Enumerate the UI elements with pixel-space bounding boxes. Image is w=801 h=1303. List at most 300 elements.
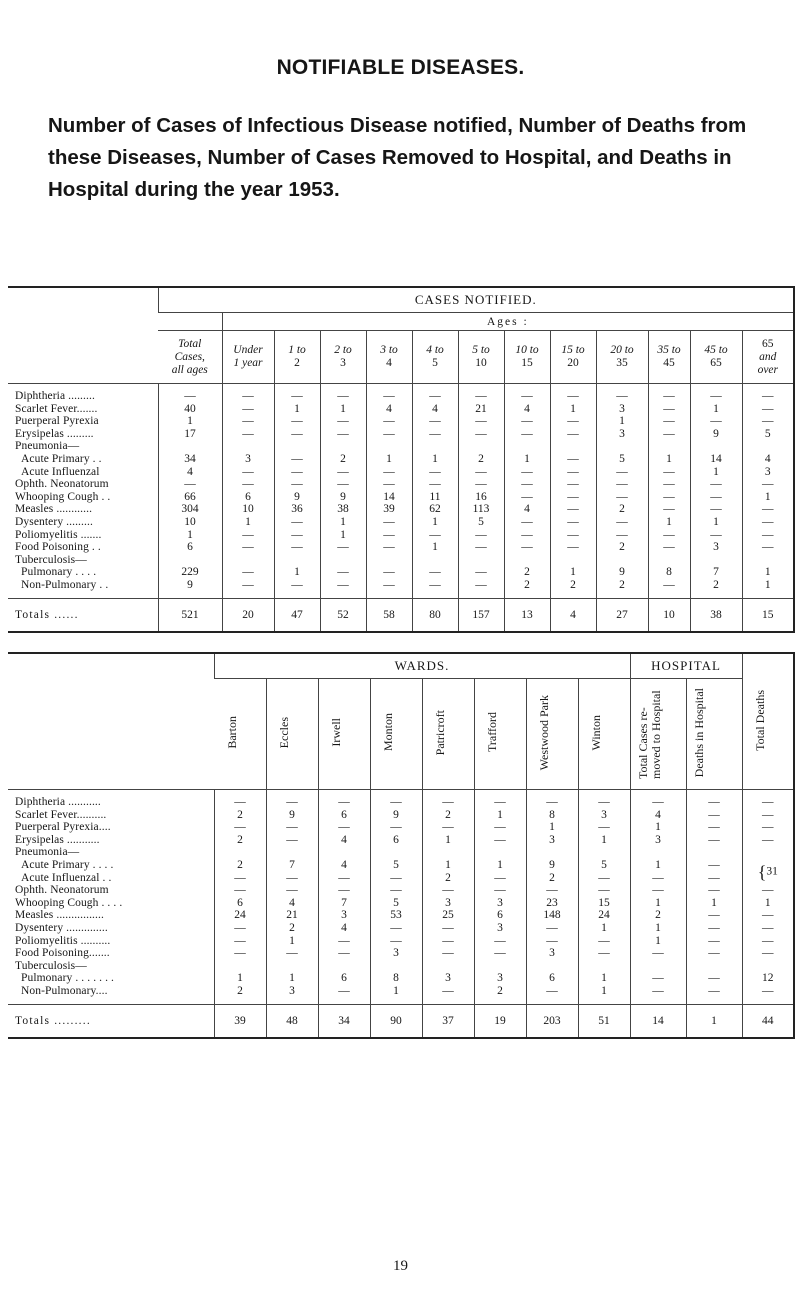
table1-cell: — — [274, 466, 320, 479]
table2-cell: — — [214, 872, 266, 885]
table2-cell — [578, 960, 630, 973]
table1-column-header-line: 1 to — [288, 344, 306, 356]
table1-cell: — — [550, 491, 596, 504]
table2-cell: 3 — [370, 947, 422, 960]
table2-cell: 2 — [214, 809, 266, 822]
table2-cell: — — [422, 821, 474, 834]
table1-group-title: CASES NOTIFIED. — [158, 287, 794, 313]
table1-cell: — — [274, 579, 320, 592]
table1-cell: — — [690, 503, 742, 516]
table1-cell — [320, 440, 366, 453]
table1-cell — [274, 440, 320, 453]
table1-column-header-line: 3 — [340, 357, 346, 369]
table-row — [8, 529, 794, 542]
table2-row-label: Pneumonia— — [15, 846, 80, 859]
table1-column-header — [158, 331, 222, 384]
table2-cell: — — [578, 872, 630, 885]
table1-cell: 4 — [366, 403, 412, 416]
table1-cell: 1 — [742, 579, 794, 592]
table2-cell: — — [422, 884, 474, 897]
table1-cell: 2 — [550, 579, 596, 592]
table2-cell: 5 — [370, 859, 422, 872]
table2-cell: 3 — [526, 834, 578, 847]
table1-column-header-line: 2 — [294, 357, 300, 369]
table2-cell: 3 — [474, 897, 526, 910]
table1-row-label: Pneumonia— — [15, 440, 80, 453]
table2-cell: — — [630, 947, 686, 960]
table1-column-header-line: 4 to — [426, 344, 444, 356]
table2-cell: 9 — [526, 859, 578, 872]
table2-cell: — — [318, 872, 370, 885]
table2-cell — [266, 960, 318, 973]
table2-cell — [214, 846, 266, 859]
table1-cell: — — [412, 529, 458, 542]
table2-column-header-label: Irwell — [329, 718, 343, 747]
table1-cell: — — [504, 415, 550, 428]
table1-column-header — [320, 331, 366, 384]
table2-cell: — — [686, 859, 742, 872]
table1-cell: 6 — [222, 491, 274, 504]
table1-cell: 1 — [550, 566, 596, 579]
table1-cell: 10 — [158, 516, 222, 529]
table2-total-cell: 19 — [474, 1004, 526, 1038]
table1-cell: — — [550, 428, 596, 441]
table1-cell — [366, 554, 412, 567]
table1-total-cell: 13 — [504, 598, 550, 632]
table1-row-label: Acute Primary . . — [21, 452, 102, 465]
table2-cell — [686, 960, 742, 973]
table2-cell: — — [214, 935, 266, 948]
table2-cell — [526, 846, 578, 859]
table1-cell: 10 — [222, 503, 274, 516]
table-row — [8, 491, 794, 504]
table2-column-header — [526, 679, 578, 790]
table2-cell: 1 — [742, 897, 794, 910]
table2-cell: — — [742, 809, 794, 822]
table1-cell: — — [158, 390, 222, 403]
table1-cell: — — [274, 516, 320, 529]
table2-cell: — — [318, 821, 370, 834]
table1-cell: 2 — [320, 453, 366, 466]
table1-cell: — — [320, 579, 366, 592]
table-row — [8, 846, 794, 859]
table1-cell: 3 — [222, 453, 274, 466]
wards-hospital-table — [8, 652, 795, 1039]
table1-column-header — [550, 331, 596, 384]
table1-column-header-line: 65 — [762, 337, 774, 350]
page-heading: NOTIFIABLE DISEASES. — [276, 56, 525, 79]
table1-cell: 4 — [504, 403, 550, 416]
table1-cell: 229 — [158, 566, 222, 579]
table2-row-label: Acute Primary . . . . — [21, 858, 114, 871]
table2-cell: 7 — [318, 897, 370, 910]
table2-cell: 25 — [422, 909, 474, 922]
table1-cell: — — [366, 529, 412, 542]
table1-cell: — — [320, 390, 366, 403]
table2-cell — [422, 846, 474, 859]
table2-cell — [526, 960, 578, 973]
table2-cell — [318, 960, 370, 973]
table1-cell: 4 — [504, 503, 550, 516]
table1-cell: — — [648, 390, 690, 403]
table2-cell: — — [630, 796, 686, 809]
cases-notified-table — [8, 286, 795, 633]
table1-column-header-line: all ages — [171, 363, 208, 376]
table1-cell: — — [458, 390, 504, 403]
table2-cell: 2 — [266, 922, 318, 935]
table2-cell: 6 — [474, 909, 526, 922]
table-row — [8, 985, 794, 998]
table2-cell: — — [318, 796, 370, 809]
table1-ages-spacer — [158, 313, 222, 331]
table1-total-cell: 521 — [158, 598, 222, 632]
table-row — [8, 579, 794, 592]
table2-cell: — — [630, 972, 686, 985]
table1-cell: 1 — [274, 403, 320, 416]
table2-cell: — — [578, 796, 630, 809]
table1-cell — [596, 554, 648, 567]
table2-column-header — [422, 679, 474, 790]
table1-column-header-line: 1 year — [233, 357, 263, 369]
table1-cell: — — [742, 415, 794, 428]
table1-cell: 62 — [412, 503, 458, 516]
table2-total-cell: 90 — [370, 1004, 422, 1038]
table2-cell: 9 — [370, 809, 422, 822]
table2-cell: 6 — [318, 809, 370, 822]
table2-column-header — [370, 679, 422, 790]
table2-cell: — — [422, 935, 474, 948]
table1-cell: — — [274, 541, 320, 554]
table1-cell: — — [550, 466, 596, 479]
table1-body — [8, 384, 794, 632]
table1-cell — [550, 554, 596, 567]
table2-column-header — [474, 679, 526, 790]
table2-cell: 4 — [630, 809, 686, 822]
table2-cell: — — [686, 972, 742, 985]
table1-cell: — — [320, 566, 366, 579]
table2-total-cell: 203 — [526, 1004, 578, 1038]
table2-column-header-label: Trafford — [485, 712, 499, 753]
table-row — [8, 909, 794, 922]
table2-cell: — — [266, 884, 318, 897]
table2-totals-label: Totals ......... — [8, 1004, 214, 1038]
table2-cell: 2 — [474, 985, 526, 998]
table1-cell: — — [222, 478, 274, 491]
table1-totals-row — [8, 598, 794, 632]
table2-cell: 8 — [526, 809, 578, 822]
table1-cell: — — [412, 579, 458, 592]
table1-total-cell: 38 — [690, 598, 742, 632]
table2-cell: — — [370, 821, 422, 834]
table2-cell: — — [526, 935, 578, 948]
table2-total-cell: 1 — [686, 1004, 742, 1038]
table1-cell: 4 — [412, 403, 458, 416]
table1-cell: 1 — [742, 491, 794, 504]
table1-cell: 1 — [412, 453, 458, 466]
table2-cell: 24 — [214, 909, 266, 922]
table1-cell: 9 — [158, 579, 222, 592]
table2-corner — [8, 653, 214, 790]
table2-cell: — — [474, 821, 526, 834]
table1-cell: 9 — [320, 491, 366, 504]
table2-row-label: Poliomyelitis .......... — [15, 934, 111, 947]
table1-cell: — — [320, 415, 366, 428]
table2-hospital-title: HOSPITAL — [630, 653, 742, 679]
table1-cell: — — [648, 503, 690, 516]
table-row — [8, 935, 794, 948]
table1-total-cell: 80 — [412, 598, 458, 632]
table2-cell: 3 — [630, 834, 686, 847]
table2-cell: 9 — [266, 809, 318, 822]
table1-cell: — — [222, 428, 274, 441]
table1-row-label: Non-Pulmonary . . — [21, 578, 109, 591]
table2-cell — [370, 960, 422, 973]
table1-row-label: Poliomyelitis ....... — [15, 528, 102, 541]
table-row — [8, 947, 794, 960]
table1-cell — [648, 554, 690, 567]
table2-cell: 2 — [422, 809, 474, 822]
table1-cell: — — [504, 466, 550, 479]
table2-cell: 1 — [578, 972, 630, 985]
table2-cell: — — [318, 985, 370, 998]
table1-cell: — — [648, 403, 690, 416]
table1-cell — [158, 440, 222, 453]
table2-cell: — — [686, 985, 742, 998]
table1-row-label: Acute Influenzal — [21, 465, 100, 478]
table2-cell: 1 — [686, 897, 742, 910]
table2-cell: 1 — [578, 922, 630, 935]
table2-cell — [422, 960, 474, 973]
table2-column-header-label: Westwood Park — [537, 694, 551, 771]
table1-cell: — — [690, 415, 742, 428]
table1-cell: — — [648, 541, 690, 554]
table1-cell: 1 — [222, 516, 274, 529]
table1-cell: 40 — [158, 403, 222, 416]
table1-column-header — [222, 331, 274, 384]
table1-cell: 3 — [690, 541, 742, 554]
table1-cell: — — [222, 541, 274, 554]
table2-cell: 6 — [318, 972, 370, 985]
table2-cell: 4 — [318, 859, 370, 872]
table1-total-cell: 20 — [222, 598, 274, 632]
table1-cell — [504, 440, 550, 453]
pneumonia-total-deaths: 31 — [766, 865, 778, 878]
table2-cell: — — [742, 935, 794, 948]
table1-cell: — — [320, 428, 366, 441]
table2-cell: 1 — [578, 985, 630, 998]
table1-cell: — — [458, 541, 504, 554]
table1-cell — [412, 440, 458, 453]
table2-cell: 2 — [214, 834, 266, 847]
table1-column-header-line: 15 — [521, 357, 533, 369]
table1-cell: 1 — [504, 453, 550, 466]
table2-row-label: Measles ................ — [15, 909, 104, 922]
table1-cell: 9 — [274, 491, 320, 504]
table2-cell: 2 — [526, 872, 578, 885]
table1-cell: 3 — [742, 466, 794, 479]
table1-cell: — — [366, 390, 412, 403]
table2-cell: — — [474, 834, 526, 847]
table1-cell: 1 — [412, 541, 458, 554]
table-row — [8, 897, 794, 910]
table2-cell: 6 — [526, 972, 578, 985]
table-row — [8, 960, 794, 973]
table1-cell: — — [504, 478, 550, 491]
table2-cell: — — [686, 884, 742, 897]
table1-cell: — — [742, 403, 794, 416]
table2-cell: — — [630, 985, 686, 998]
table1-cell: 1 — [690, 403, 742, 416]
table2-column-header-label: Patricroft — [433, 709, 447, 756]
table-row — [8, 884, 794, 897]
table1-column-header-line: Under — [233, 344, 263, 356]
table1-cell: 1 — [320, 516, 366, 529]
table1-row-label: Pulmonary . . . . — [21, 566, 97, 579]
table2-cell: 4 — [318, 834, 370, 847]
table2-cell: — — [474, 947, 526, 960]
table1-cell: — — [366, 466, 412, 479]
table1-cell: 36 — [274, 503, 320, 516]
table2-row-label: Whooping Cough . . . . — [15, 896, 123, 909]
table2-cell: 1 — [266, 935, 318, 948]
table1-cell: — — [504, 529, 550, 542]
table1-column-header-line: 20 to — [610, 344, 634, 356]
table2-cell: — — [214, 821, 266, 834]
table1-cell: 1 — [690, 516, 742, 529]
table2-total-cell: 39 — [214, 1004, 266, 1038]
table1-cell: — — [320, 478, 366, 491]
table1-cell: — — [690, 529, 742, 542]
table1-cell: 1 — [320, 529, 366, 542]
table2-cell: 1 — [422, 859, 474, 872]
table2-cell: — — [686, 935, 742, 948]
table2-cell — [686, 846, 742, 859]
table2-cell: — — [742, 909, 794, 922]
table1-cell: — — [458, 428, 504, 441]
table1-cell: — — [742, 516, 794, 529]
table1-cell: — — [222, 390, 274, 403]
table-row — [8, 859, 794, 872]
table2-row-label: Non-Pulmonary.... — [21, 984, 108, 997]
table1-row-label: Dysentery ......... — [15, 515, 93, 528]
table1-cell: — — [412, 415, 458, 428]
table1-total-cell: 52 — [320, 598, 366, 632]
table2-cell: — — [370, 935, 422, 948]
table1-total-cell: 10 — [648, 598, 690, 632]
table1-cell: — — [320, 466, 366, 479]
table2-row-label: Scarlet Fever.......... — [15, 808, 107, 821]
table1-cell: 5 — [596, 453, 648, 466]
table1-cell — [222, 440, 274, 453]
table1-cell: — — [366, 541, 412, 554]
table2-cell: — — [742, 985, 794, 998]
table2-cell: — — [214, 796, 266, 809]
page-number: 19 — [393, 1258, 408, 1274]
table2-cell: — — [474, 884, 526, 897]
table2-cell — [578, 846, 630, 859]
table1-cell: 34 — [158, 453, 222, 466]
table1-cell: 1 — [158, 529, 222, 542]
table1-cell: — — [274, 478, 320, 491]
table-row — [8, 403, 794, 416]
table2-cell: — — [578, 947, 630, 960]
table1-cell — [690, 554, 742, 567]
table2-cell: 3 — [266, 985, 318, 998]
table1-cell: 11 — [412, 491, 458, 504]
table2-cell: — — [214, 922, 266, 935]
table1-cell: 1 — [550, 403, 596, 416]
table2-cell: 1 — [630, 859, 686, 872]
table-row — [8, 554, 794, 567]
table1-column-header-line: 5 to — [472, 344, 490, 356]
table2-column-header-label: Deaths in Hospital — [692, 687, 707, 778]
table1-cell: — — [274, 529, 320, 542]
table1-column-header-line: Total — [178, 337, 202, 350]
table2-cell: — — [318, 947, 370, 960]
table1-row-label: Food Poisoning . . — [15, 541, 101, 554]
table2-body — [8, 790, 794, 1038]
table-row — [8, 453, 794, 466]
table2-total-cell: 37 — [422, 1004, 474, 1038]
table1-total-cell: 47 — [274, 598, 320, 632]
table2-cell: 1 — [630, 821, 686, 834]
table1-cell: — — [648, 428, 690, 441]
table2-cell: — — [266, 947, 318, 960]
table1-cell: — — [458, 566, 504, 579]
table1-total-cell: 4 — [550, 598, 596, 632]
table2-cell: — — [630, 884, 686, 897]
table2-cell: 24 — [578, 909, 630, 922]
table1-cell: — — [648, 415, 690, 428]
table1-cell: 4 — [742, 453, 794, 466]
table1-cell: — — [274, 415, 320, 428]
table1-cell: — — [222, 415, 274, 428]
table1-column-header-line: 20 — [567, 357, 579, 369]
table2-cell: — — [686, 947, 742, 960]
table2-cell — [266, 846, 318, 859]
table1-cell: — — [274, 453, 320, 466]
table1-cell: 2 — [596, 579, 648, 592]
table1-cell: 1 — [320, 403, 366, 416]
table2-cell: — — [686, 922, 742, 935]
table2-cell — [630, 960, 686, 973]
table2-cell: 3 — [318, 909, 370, 922]
table2-cell: — — [266, 796, 318, 809]
table2-cell: — — [686, 809, 742, 822]
table1-cell: — — [550, 415, 596, 428]
table1-cell: 14 — [366, 491, 412, 504]
table1-column-header-line: 10 — [475, 357, 487, 369]
table1-cell: 9 — [596, 566, 648, 579]
table1-cell: — — [412, 478, 458, 491]
table2-cell: 3 — [422, 897, 474, 910]
table1-cell: — — [596, 491, 648, 504]
table1-row-label: Tuberculosis— — [15, 553, 87, 566]
table2-cell: 1 — [422, 834, 474, 847]
table2-cell: 4 — [266, 897, 318, 910]
table1-cell: — — [504, 390, 550, 403]
table-row — [8, 972, 794, 985]
table1-cell: 5 — [742, 428, 794, 441]
table-row — [8, 516, 794, 529]
table1-cell: — — [222, 403, 274, 416]
table1-cell: — — [274, 390, 320, 403]
table1-column-header-line: 2 to — [334, 344, 352, 356]
table1-column-header-line: 10 to — [515, 344, 539, 356]
table2-column-header-label: Barton — [224, 716, 239, 749]
table1-cell — [504, 554, 550, 567]
table2-cell: 1 — [630, 897, 686, 910]
